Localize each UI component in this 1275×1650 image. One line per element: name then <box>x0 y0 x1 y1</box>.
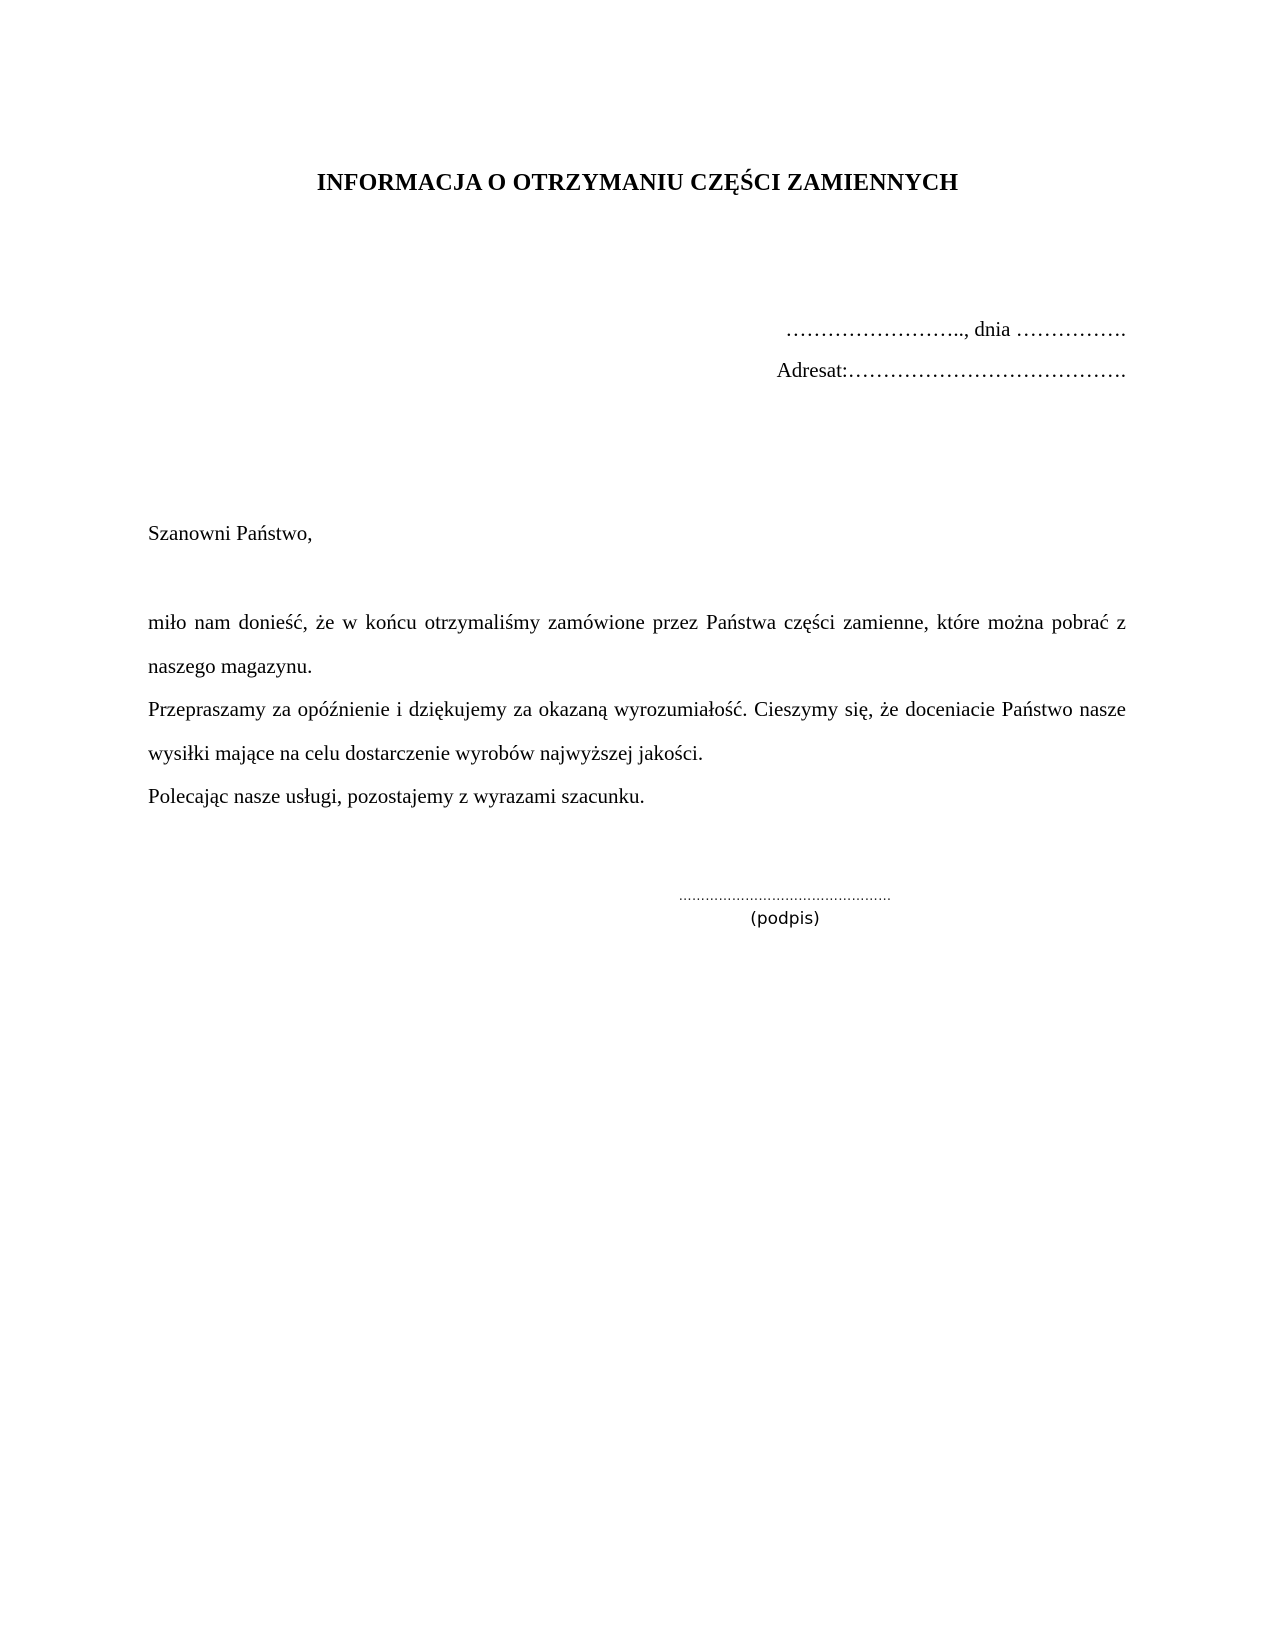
signature-block <box>660 888 910 930</box>
paragraph-1: miło nam donieść, że w końcu otrzymaliśmy zamówione przez Państwa części zamienne, które można pobrać z naszego magazynu. <box>148 610 1126 678</box>
paragraph-3: Polecając nasze usługi, pozostajemy z wyrazami szacunku. <box>148 784 645 808</box>
signature-line: ………………………………………… <box>678 889 892 904</box>
letter-body <box>148 601 1126 819</box>
addressee-line: Adresat:…………………………………. <box>776 358 1126 382</box>
signature-label: (podpis) <box>750 909 820 929</box>
document-title: INFORMACJA O OTRZYMANIU CZĘŚCI ZAMIENNYCH <box>316 170 959 196</box>
paragraph-2: Przepraszamy za opóźnienie i dziękujemy za okazaną wyrozumiałość. Cieszymy się, że doceniacie Państwo nasze wysiłki mające na celu dostarczenie wyrobów najwyższej jakości. <box>148 697 1126 765</box>
salutation: Szanowni Państwo, <box>148 521 313 545</box>
place-date-line: …………………….., dnia ……………. <box>785 317 1126 341</box>
